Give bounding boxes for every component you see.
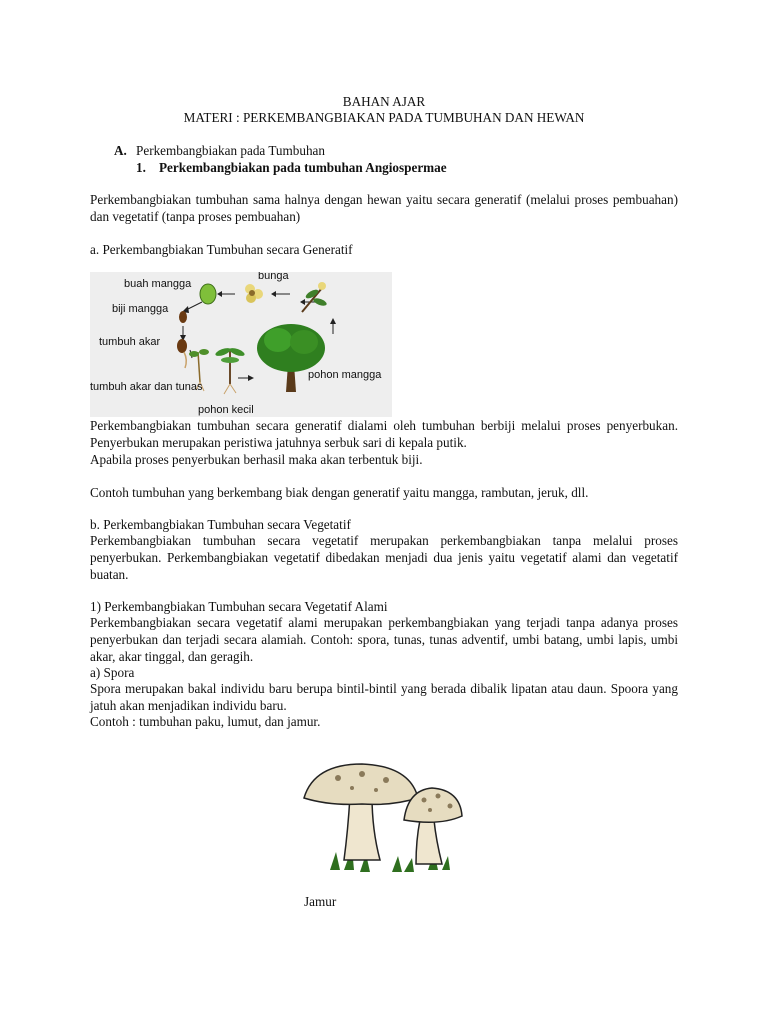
- mushroom-caption: Jamur: [304, 894, 337, 909]
- label-tumbuh-akar-dan-tunas: tumbuh akar dan tunas: [90, 381, 203, 393]
- label-pohon-mangga: pohon mangga: [308, 369, 382, 381]
- section-1-title: Perkembangbiakan pada tumbuhan Angiospermae: [159, 160, 447, 175]
- label-bunga: bunga: [258, 272, 289, 282]
- generatif-heading: a. Perkembangbiakan Tumbuhan secara Generatif: [90, 242, 353, 257]
- spora-heading: a) Spora: [90, 665, 135, 680]
- label-buah-mangga: buah mangga: [124, 278, 192, 290]
- generatif-paragraph-2: Apabila proses penyerbukan berhasil maka akan terbentuk biji.: [90, 452, 423, 467]
- doc-title: BAHAN AJAR: [342, 94, 426, 109]
- alami-paragraph: Perkembangbiakan secara vegetatif alami merupakan perkembangbiakan yang terjadi tanpa adanya proses penyerbukan dan terjadi secara alamiah. Contoh: spora, tunas, tunas adventif, umbi batang, umbi lapis, umbi akar, akar tinggal, dan geragih.: [90, 615, 678, 664]
- alami-heading: 1) Perkembangbiakan Tumbuhan secara Vegetatif Alami: [90, 599, 388, 614]
- spora-example: Contoh : tumbuhan paku, lumut, dan jamur.: [90, 714, 321, 729]
- spora-paragraph: Spora merupakan bakal individu baru berupa bintil-bintil yang berada dibalik lipatan atau daun. Spoora yang jatuh akan menjadikan individu baru.: [90, 681, 678, 713]
- section-1-marker: 1.: [136, 160, 146, 175]
- vegetatif-heading: b. Perkembangbiakan Tumbuhan secara Vegetatif: [90, 517, 351, 532]
- section-a-marker: A.: [114, 143, 127, 158]
- mushroom-illustration: [300, 760, 480, 875]
- label-tumbuh-akar: tumbuh akar: [99, 336, 161, 348]
- section-a-title: Perkembangbiakan pada Tumbuhan: [136, 143, 325, 158]
- label-pohon-kecil: pohon kecil: [198, 404, 254, 416]
- generatif-paragraph: Perkembangbiakan tumbuhan secara generatif dialami oleh tumbuhan berbiji melalui proses penyerbukan. Penyerbukan merupakan peristiwa jatuhnya serbuk sari di kepala putik.: [90, 418, 678, 450]
- large-mushroom-icon: [304, 764, 418, 860]
- mango-seed-icon: [179, 311, 187, 323]
- mango-lifecycle-diagram: [90, 272, 392, 417]
- small-mushroom-icon: [404, 788, 462, 864]
- generatif-example: Contoh tumbuhan yang berkembang biak dengan generatif yaitu mangga, rambutan, jeruk, dll.: [90, 485, 589, 500]
- intro-paragraph: Perkembangbiakan tumbuhan sama halnya dengan hewan yaitu secara generatif (melalui proses pembuahan) dan vegetatif (tanpa proses pembuahan): [90, 192, 678, 224]
- label-biji-mangga: biji mangga: [112, 303, 169, 315]
- vegetatif-paragraph: Perkembangbiakan tumbuhan secara vegetatif merupakan perkembangbiakan tanpa melalui proses penyerbukan. Perkembangbiakan vegetatif dibedakan menjadi dua jenis yaitu vegetatif alami dan vegetatif buatan.: [90, 533, 678, 582]
- doc-subtitle: MATERI : PERKEMBANGBIAKAN PADA TUMBUHAN DAN HEWAN: [183, 110, 585, 125]
- mango-fruit-icon: [200, 284, 216, 304]
